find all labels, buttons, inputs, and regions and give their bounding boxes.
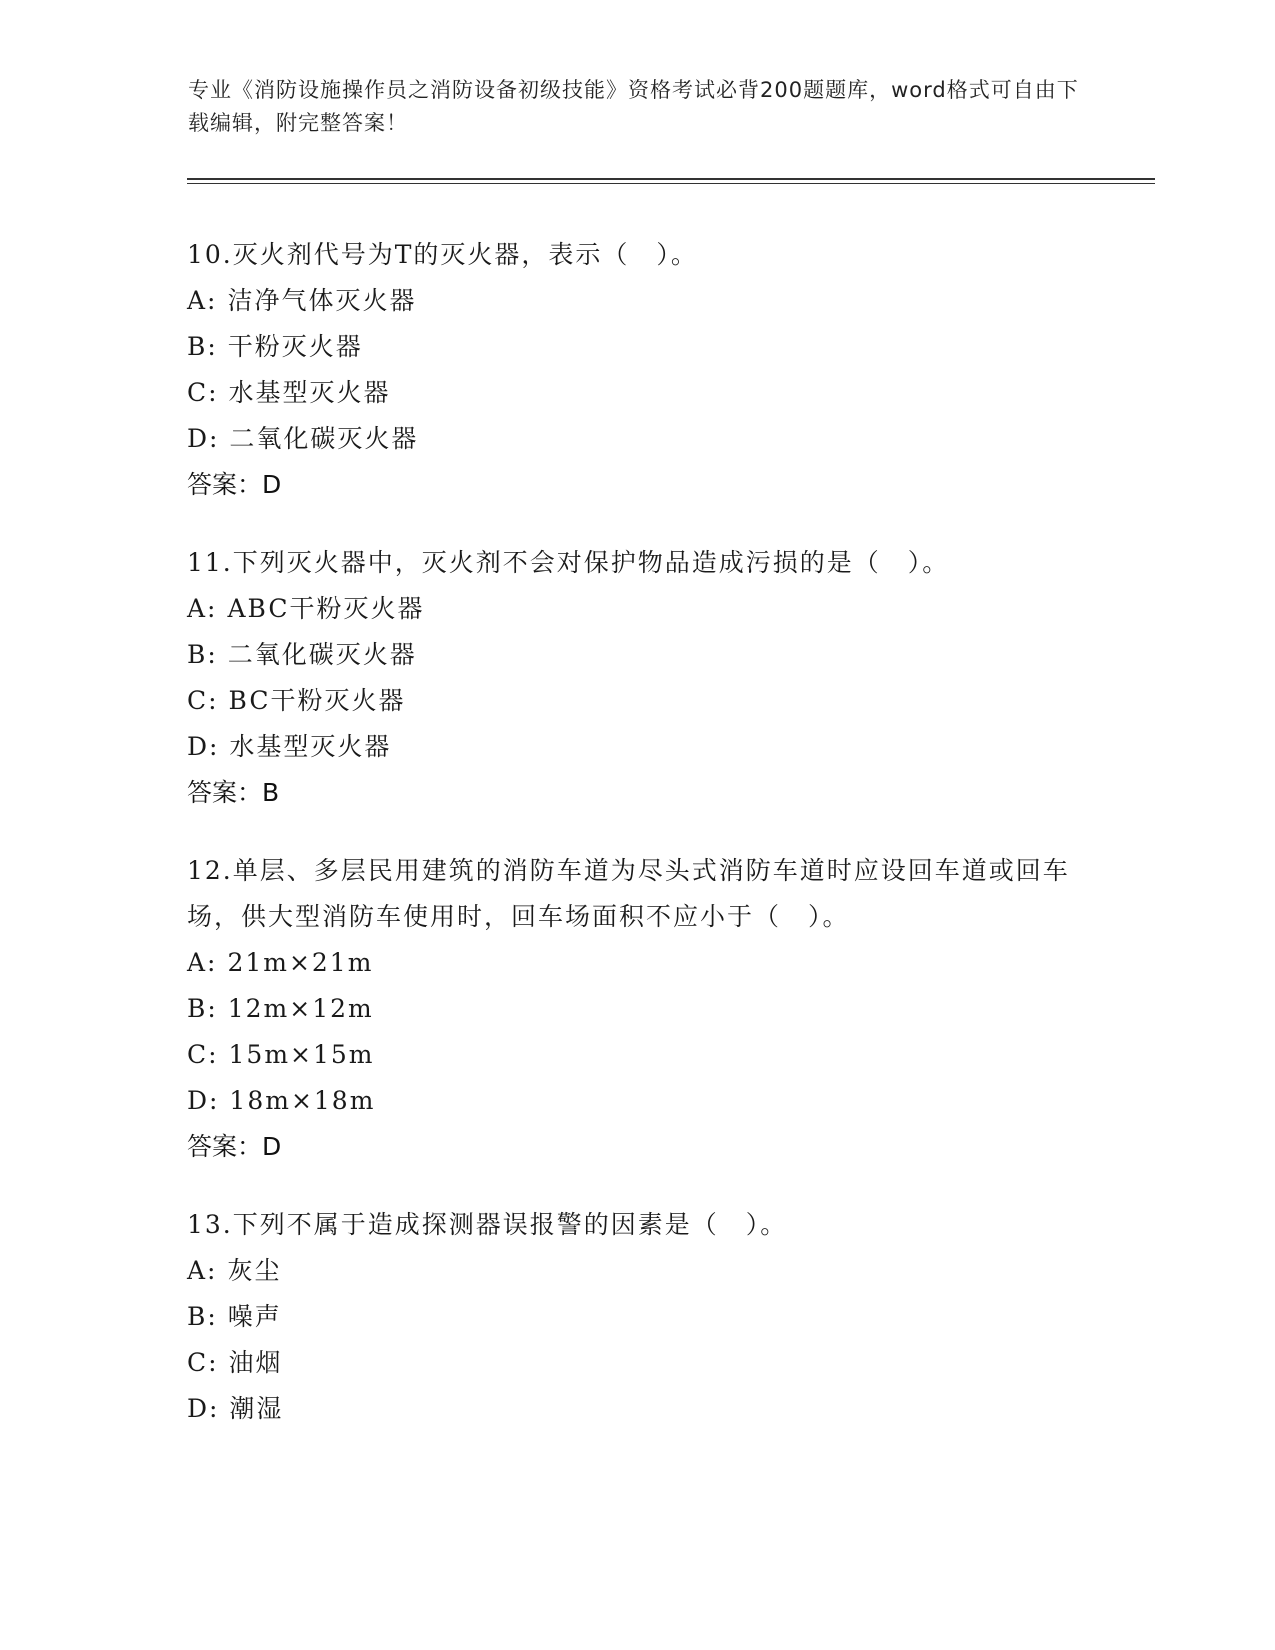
question-stem: 13.下列不属于造成探测器误报警的因素是（ ）。 [187, 1210, 788, 1239]
option-text: 18m×18m [229, 1086, 376, 1115]
option-a [187, 1248, 1087, 1294]
option-c [187, 370, 1087, 416]
question-12 [187, 848, 1087, 1170]
option-d [187, 416, 1087, 462]
question-13 [187, 1202, 1087, 1432]
option-text: 水基型灭火器 [228, 378, 391, 407]
option-letter: D: [187, 1086, 220, 1115]
option-letter: C: [187, 686, 219, 715]
option-d [187, 1078, 1087, 1124]
option-a [187, 586, 1087, 632]
option-text: 水基型灭火器 [229, 732, 392, 761]
option-b [187, 1294, 1087, 1340]
option-c [187, 1032, 1087, 1078]
question-11 [187, 540, 1087, 816]
option-text: 21m×21m [227, 948, 374, 977]
option-letter: A: [187, 948, 218, 977]
question-10 [187, 232, 1087, 508]
option-text: 油烟 [228, 1348, 283, 1377]
option-letter: D: [187, 424, 220, 453]
option-letter: B: [187, 332, 218, 361]
option-letter: A: [187, 1256, 218, 1285]
option-b [187, 324, 1087, 370]
header-divider-thin [187, 183, 1155, 184]
header-text: 专业《消防设施操作员之消防设备初级技能》资格考试必背200题题库，word格式可自由下载编辑，附完整答案！ [188, 78, 1079, 135]
option-d [187, 724, 1087, 770]
option-letter: A: [187, 594, 218, 623]
question-stem: 12.单层、多层民用建筑的消防车道为尽头式消防车道时应设回车道或回车场，供大型消防车使用时，回车场面积不应小于（ ）。 [187, 856, 1070, 931]
answer-line: 答案：B [187, 778, 280, 807]
option-letter: B: [187, 994, 218, 1023]
option-letter: B: [187, 1302, 218, 1331]
option-letter: C: [187, 1040, 219, 1069]
option-letter: A: [187, 286, 218, 315]
option-letter: D: [187, 1394, 220, 1423]
option-text: 洁净气体灭火器 [227, 286, 417, 315]
option-text: 12m×12m [227, 994, 374, 1023]
option-text: 二氧化碳灭火器 [229, 424, 419, 453]
option-c [187, 1340, 1087, 1386]
question-list [187, 232, 1087, 1464]
option-letter: C: [187, 1348, 219, 1377]
option-text: 噪声 [227, 1302, 282, 1331]
option-text: 二氧化碳灭火器 [227, 640, 417, 669]
option-b [187, 632, 1087, 678]
question-stem: 10.灭火剂代号为T的灭火器，表示（ ）。 [187, 240, 698, 269]
option-a [187, 278, 1087, 324]
option-text: 灰尘 [227, 1256, 282, 1285]
document-header [188, 74, 1088, 140]
option-d [187, 1386, 1087, 1432]
option-c [187, 678, 1087, 724]
option-text: 干粉灭火器 [227, 332, 363, 361]
option-letter: D: [187, 732, 220, 761]
option-text: ABC干粉灭火器 [227, 594, 425, 623]
question-stem: 11.下列灭火器中，灭火剂不会对保护物品造成污损的是（ ）。 [187, 548, 950, 577]
option-letter: B: [187, 640, 218, 669]
option-text: 15m×15m [228, 1040, 375, 1069]
option-a [187, 940, 1087, 986]
option-letter: C: [187, 378, 219, 407]
option-text: 潮湿 [229, 1394, 284, 1423]
answer-line: 答案：D [187, 470, 282, 499]
header-divider-thick [187, 178, 1155, 180]
answer-line: 答案：D [187, 1132, 282, 1161]
option-b [187, 986, 1087, 1032]
option-text: BC干粉灭火器 [228, 686, 406, 715]
